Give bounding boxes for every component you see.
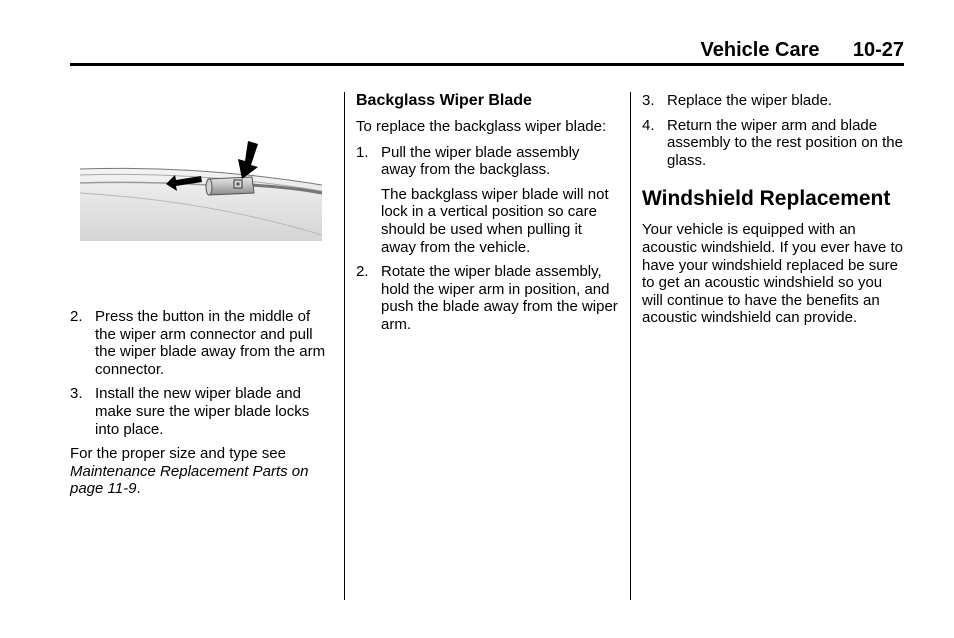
column-divider-2 (630, 92, 631, 600)
step-text: Pull the wiper blade assembly away from the backglass. (381, 143, 580, 179)
step-item (70, 308, 332, 378)
step-number: 2. (356, 263, 369, 281)
step-number: 3. (642, 92, 655, 109)
body-text: Your vehicle is equipped with an acoustic windshield. If you ever have to have your windshield replaced be sure to get an acoustic windshield so you will continue to have the benefits an acoustic windshield can provide. (642, 221, 903, 327)
note-prefix: For the proper size and type see (70, 445, 286, 463)
step-number: 1. (356, 143, 369, 161)
step-text: Press the button in the middle of the wiper arm connector and pull the wiper blade away from the arm connector. (95, 308, 326, 378)
intro-text: To replace the backglass wiper blade: (356, 118, 607, 135)
step-text: Rotate the wiper blade assembly, hold the wiper arm in position, and push the blade away from the wiper arm. (381, 263, 618, 333)
step-text: Install the new wiper blade and make sure the wiper blade locks into place. (95, 385, 310, 438)
step-item (642, 117, 904, 170)
wiper-connector-illustration (80, 135, 322, 245)
header-section: Vehicle Care (700, 39, 820, 61)
cross-reference-link[interactable]: Maintenance Replacement Parts on page 11-9 (70, 462, 309, 498)
step-text: Replace the wiper blade. (667, 92, 833, 109)
step-subtext: The backglass wiper blade will not lock in a vertical position so care should be used when pulling it away from the vehicle. (381, 185, 609, 256)
step-item (356, 263, 618, 333)
header-page-number: 10-27 (852, 39, 904, 61)
section-heading-windshield: Windshield Replacement (642, 187, 891, 211)
step-item (356, 144, 618, 257)
reference-note (70, 445, 332, 498)
step-item (642, 92, 904, 110)
section-heading-backglass: Backglass Wiper Blade (356, 92, 532, 109)
column-1 (70, 308, 332, 506)
step-item (70, 385, 332, 438)
column-3 (642, 92, 904, 335)
step-text: Return the wiper arm and blade assembly to the rest position on the glass. (667, 116, 903, 169)
page-header (701, 38, 904, 62)
step-number: 2. (70, 308, 83, 325)
note-suffix: . (136, 480, 141, 498)
column-divider-1 (344, 92, 345, 600)
step-number: 4. (642, 116, 655, 134)
column-2 (356, 92, 618, 341)
step-number: 3. (70, 385, 83, 403)
header-rule (70, 63, 904, 66)
